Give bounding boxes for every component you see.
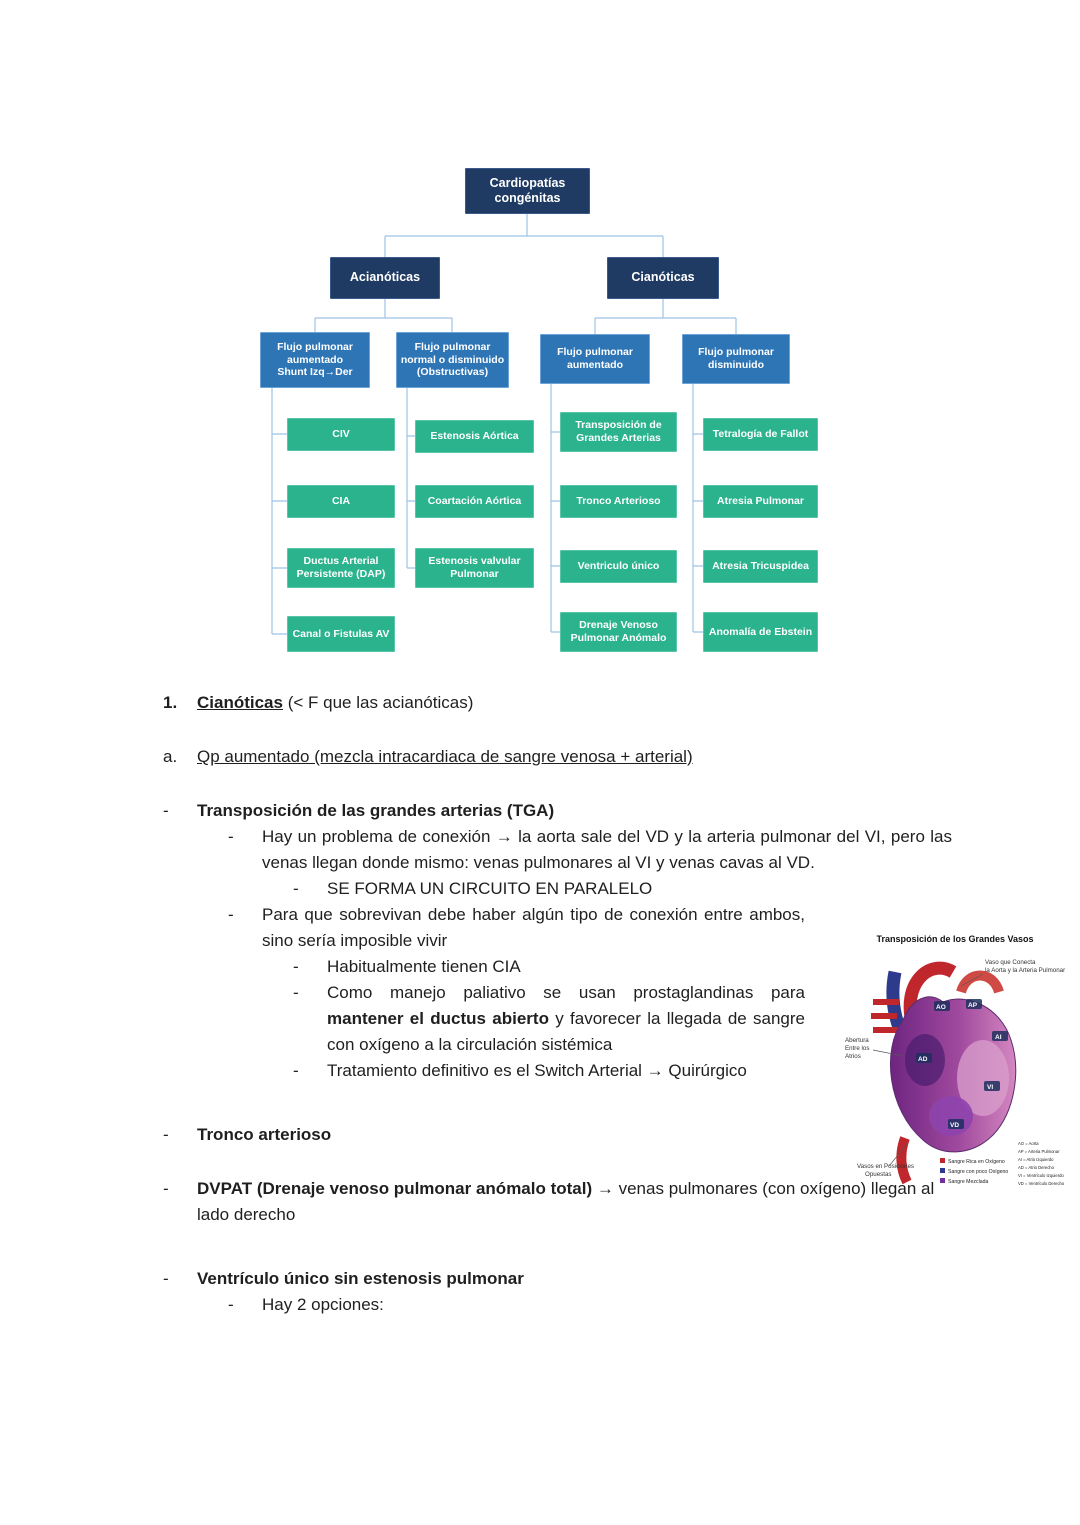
tga-p2c-text: Tratamiento definitivo es el Switch Arterial → Quirúrgico <box>327 1061 747 1080</box>
connector-cianoticas <box>595 299 736 334</box>
callout-bottom-line2: Opuestas <box>865 1171 892 1178</box>
chamber-label-ai: AI <box>995 1034 1002 1041</box>
cianoticas-heading-rest: (< F que las acianóticas) <box>282 693 474 712</box>
leaf-cia: CIA <box>287 485 395 518</box>
tga-p2b-text <box>327 980 805 1058</box>
connector-acianoticas <box>315 299 452 332</box>
node-flujo-disminuido <box>682 334 790 384</box>
bullet-dash: - <box>163 1125 169 1144</box>
leaf-civ: CIV <box>287 418 395 451</box>
node-flujo-aumentado-cianotico <box>540 334 650 384</box>
bullet-tronco-arterioso <box>163 1122 952 1148</box>
list-number: 1. <box>163 693 178 712</box>
tga-p2a-text: Habitualmente tienen CIA <box>327 957 521 976</box>
ventriculo-unico-heading: Ventrículo único sin estenosis pulmonar <box>197 1269 524 1288</box>
congenital-heart-disease-flowchart <box>0 0 1080 662</box>
hay-2-opciones-text: Hay 2 opciones: <box>262 1295 384 1314</box>
heart-figure <box>843 930 1078 1195</box>
tronco-arterioso-heading: Tronco arterioso <box>197 1125 332 1144</box>
chamber-label-ao: AO <box>936 1004 946 1011</box>
abbr-vd: VD = Ventrículo Derecho <box>1018 1181 1065 1186</box>
legend-swatch-oxygen-poor <box>940 1168 945 1173</box>
chamber-label-ap: AP <box>968 1002 978 1009</box>
bullet-tga-p1 <box>228 824 952 876</box>
tga-heading: Transposición de las grandes arterias (TGA) <box>197 801 555 820</box>
bullet-hay-2-opciones <box>228 1292 952 1318</box>
node-acianoticas: Acianóticas <box>330 257 440 299</box>
leaf-coartacion-aortica: Coartación Aórtica <box>415 485 534 518</box>
connector-col4 <box>693 384 703 632</box>
node-cianoticas: Cianóticas <box>607 257 719 299</box>
node-flujo-normal-obstructivas <box>396 332 509 388</box>
bullet-dash: - <box>293 957 299 976</box>
bullet-tga-p2a <box>293 954 805 980</box>
node-flujo-aumentado-shunt <box>260 332 370 388</box>
leaf-anomalia-ebstein: Anomalía de Ebstein <box>703 612 818 652</box>
qp-aumentado-heading: Qp aumentado (mezcla intracardiaca de sangre venosa + arterial) <box>197 747 693 766</box>
leaf-canal-fistulas-av: Canal o Fistulas AV <box>287 616 395 652</box>
cianoticas-heading-line <box>197 690 952 716</box>
bullet-tga-p2b <box>293 980 805 1058</box>
abbr-ap: AP = Arteria Pulmonar <box>1018 1149 1060 1154</box>
node-sublabel: Shunt Izq→Der <box>277 366 353 379</box>
bullet-dash: - <box>293 879 299 898</box>
leaf-estenosis-valvular-pulmonar: Estenosis valvular Pulmonar <box>415 548 534 588</box>
bullet-tga-p2c <box>293 1058 805 1084</box>
node-label: Flujo pulmonar aumentado <box>557 346 633 371</box>
callout-top-line2: la Aorta y la Arteria Pulmonar <box>985 967 1066 974</box>
bullet-ventriculo-unico <box>163 1266 952 1292</box>
flowchart-connectors <box>0 0 1080 662</box>
leaf-transposicion-grandes-arterias: Transposición de Grandes Arterias <box>560 412 677 452</box>
abbr-ao: AO = Aorta <box>1018 1141 1039 1146</box>
legend-label-mixed-blood: Sangre Mezclada <box>948 1179 989 1185</box>
abbr-vi: VI = Ventrículo Izquierdo <box>1018 1173 1064 1178</box>
chamber-label-ad: AD <box>918 1056 928 1063</box>
tga-p1a-text: SE FORMA UN CIRCUITO EN PARALELO <box>327 879 653 898</box>
leaf-atresia-tricuspidea: Atresia Tricuspidea <box>703 550 818 583</box>
node-label: Flujo pulmonar aumentado <box>277 340 353 366</box>
callout-left-line1: Abertura <box>845 1037 869 1044</box>
connector-root <box>385 214 663 257</box>
list-letter: a. <box>163 747 178 766</box>
right-ventricle-region <box>929 1096 973 1136</box>
bullet-dash: - <box>163 1269 169 1288</box>
node-sublabel: (Obstructivas) <box>416 366 489 379</box>
callout-top-line1: Vaso que Conecta <box>985 959 1036 966</box>
bullet-tga-p1a <box>293 876 952 902</box>
leaf-drenaje-venoso-pulmonar-anomalo: Drenaje Venoso Pulmonar Anómalo <box>560 612 677 652</box>
leaf-ventriculo-unico: Ventriculo único <box>560 550 677 583</box>
dvpat-bold: DVPAT (Drenaje venoso pulmonar anómalo total) <box>197 1179 593 1198</box>
connector-col2 <box>407 387 415 568</box>
callout-left-line3: Atrios <box>845 1053 861 1060</box>
bullet-dash: - <box>228 827 234 846</box>
bullet-dash: - <box>228 1295 234 1314</box>
cianoticas-heading: Cianóticas <box>197 693 283 712</box>
leaf-estenosis-aortica: Estenosis Aórtica <box>415 420 534 453</box>
bullet-dash: - <box>228 905 234 924</box>
chamber-label-vd: VD <box>950 1122 960 1129</box>
connector-col3 <box>551 384 560 632</box>
bullet-dash: - <box>293 1061 299 1080</box>
bullet-dvpat <box>163 1176 952 1228</box>
legend-swatch-oxygen-rich <box>940 1158 945 1163</box>
node-label: Flujo pulmonar disminuido <box>698 346 774 371</box>
callout-bottom-line1: Vasos en Posiciones <box>857 1163 914 1170</box>
leaf-ductus-arterial-persistente: Ductus Arterial Persistente (DAP) <box>287 548 395 588</box>
tga-p2b-bold: mantener el ductus abierto <box>327 1009 549 1028</box>
dvpat-rest: → venas pulmonares (con oxígeno) llegan al lado derecho <box>197 1179 935 1224</box>
bullet-dash: - <box>293 983 299 1002</box>
leaf-tetralogia-fallot: Tetralogía de Fallot <box>703 418 818 451</box>
legend-label-oxygen-poor: Sangre con poco Oxígeno <box>948 1169 1009 1175</box>
bullet-dash: - <box>163 1179 169 1198</box>
tga-p2b-pre: Como manejo paliativo se usan prostaglandinas para <box>327 983 805 1002</box>
leaf-atresia-pulmonar: Atresia Pulmonar <box>703 485 818 518</box>
callout-left-line2: Entre los <box>845 1045 870 1052</box>
dvpat-text <box>197 1176 952 1228</box>
legend-label-oxygen-rich: Sangre Rica en Oxígeno <box>948 1159 1005 1165</box>
connector-col1 <box>272 387 287 634</box>
tga-p2b-post: y favorecer la llegada de sangre con oxígeno a la circulación sistémica <box>327 1009 805 1054</box>
list-item-qp-aumentado <box>163 744 952 770</box>
tga-p1-text: Hay un problema de conexión → la aorta sale del VD y la arteria pulmonar del VI, pero las venas llegan donde mismo: venas pulmonares al VI y venas cavas al VD. <box>262 827 952 872</box>
bullet-tga-heading <box>163 798 952 824</box>
bullet-dash: - <box>163 801 169 820</box>
legend-swatch-mixed-blood <box>940 1178 945 1183</box>
node-label: Flujo pulmonar normal o disminuido <box>400 340 505 366</box>
pulmonary-artery-vessel <box>961 976 999 993</box>
list-item-cianoticas <box>163 690 952 716</box>
leaf-tronco-arterioso: Tronco Arterioso <box>560 485 677 518</box>
abbr-ad: AD = Atrio Derecho <box>1018 1165 1054 1170</box>
bullet-tga-p2 <box>228 902 805 954</box>
node-cardiopatias-congenitas: Cardiopatías congénitas <box>465 168 590 214</box>
figure-title: Transposición de los Grandes Vasos <box>876 934 1034 944</box>
tga-p2-text: Para que sobrevivan debe haber algún tipo de conexión entre ambos, sino sería imposible vivir <box>262 905 805 950</box>
chamber-label-vi: VI <box>987 1084 994 1091</box>
abbr-ai: AI = Atrio Izquierdo <box>1018 1157 1054 1162</box>
